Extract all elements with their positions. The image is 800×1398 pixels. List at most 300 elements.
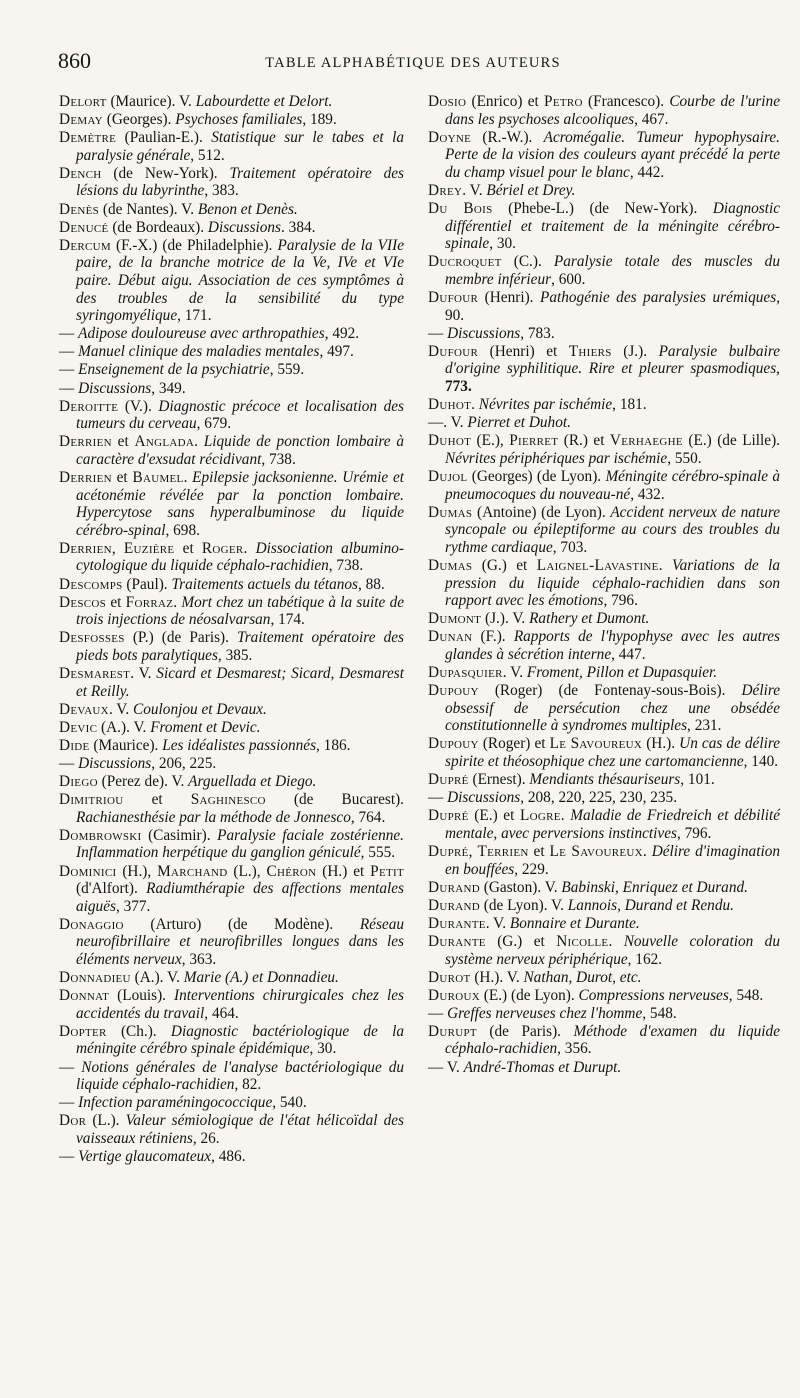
author-name: Desfosses xyxy=(59,629,125,647)
entry-text: (R.-W.). xyxy=(471,128,544,146)
entry-text: (Francesco). xyxy=(582,93,670,110)
entry-text: (Perez de). V. xyxy=(97,773,189,791)
author-name: Le Savoureux xyxy=(549,735,643,753)
entry-title: Paralysie totale des muscles du membre inférieur xyxy=(445,253,780,288)
entry-text: (Ch.). xyxy=(106,1022,171,1040)
entry-text: , 497. xyxy=(319,343,354,361)
entry-text: et xyxy=(174,539,202,557)
entry-title: Diagnostic bactériologique de la méningite cérébro spinale épidémique xyxy=(76,1022,404,1058)
index-entry xyxy=(59,791,404,826)
index-entry xyxy=(59,398,404,433)
entry-title: Froment et Devic. xyxy=(150,718,261,736)
entry-text: . 384. xyxy=(281,218,316,236)
index-entry xyxy=(428,1059,780,1077)
author-name: Duhot xyxy=(428,432,472,450)
index-entry xyxy=(59,165,404,200)
author-name: Durante xyxy=(428,932,486,950)
author-name: Euzière xyxy=(123,539,175,557)
author-name: Donnat xyxy=(59,987,110,1005)
entry-text: , 559. xyxy=(269,361,305,379)
entry-text: (Georges). xyxy=(102,111,176,129)
index-entry xyxy=(59,343,404,361)
entry-text: , 464. xyxy=(204,1004,239,1022)
author-name: Baumel xyxy=(132,468,184,486)
index-entry xyxy=(428,325,780,343)
entry-text: (de Bucarest). xyxy=(265,791,404,809)
entry-text: (H.) et xyxy=(316,862,371,880)
entry-text: , 486. xyxy=(211,1148,246,1166)
author-name: Delort xyxy=(59,93,107,110)
index-entry xyxy=(428,969,780,987)
author-name: Dumas xyxy=(428,556,473,574)
entry-title: Courbe de l'urine dans les psychoses alcooliques xyxy=(445,93,780,128)
entry-text: , xyxy=(468,842,478,860)
entry-text: . xyxy=(560,807,571,825)
entry-text: (Arturo) (de Modène). xyxy=(123,915,360,933)
author-name: Du Bois xyxy=(428,200,493,218)
entry-text: (E.), xyxy=(471,432,510,450)
entry-text: , 555. xyxy=(360,844,396,862)
author-name: Diego xyxy=(59,773,98,791)
entry-text: (E.) et xyxy=(468,807,520,825)
author-name: Devaux xyxy=(59,700,109,718)
entry-text: . xyxy=(173,593,182,611)
index-entry xyxy=(59,469,404,539)
index-entry xyxy=(428,129,780,182)
index-entry xyxy=(428,396,780,414)
entry-title: Diagnostic précoce et localisation des tumeurs du cerveau xyxy=(76,397,404,433)
entry-text: , 101. xyxy=(680,771,715,789)
entry-text: . V. xyxy=(108,700,134,718)
index-entry xyxy=(428,807,780,842)
entry-title: Dissociation albumino-cytologique du liquide céphalo-rachidien xyxy=(76,539,404,575)
author-name: Denès xyxy=(59,200,100,218)
author-name: Denucé xyxy=(59,218,109,236)
entry-text: . V. xyxy=(462,181,487,199)
entry-title: Névrites par ischémie xyxy=(478,396,613,414)
entry-text: (R.) et xyxy=(558,432,610,450)
index-entry xyxy=(428,987,780,1005)
entry-title: Valeur sémiologique de l'état hélicoïdal des vaisseaux rétiniens xyxy=(76,1112,404,1147)
entry-title: Rathery et Dumont. xyxy=(529,610,650,628)
index-entry xyxy=(428,682,780,735)
index-entry xyxy=(428,504,780,557)
entry-title: Discussions xyxy=(447,324,521,342)
entry-text: , 512. xyxy=(190,146,225,164)
entry-title: Lannois, Durand et Rendu. xyxy=(567,896,734,914)
entry-text: (Gaston). V. xyxy=(479,878,562,896)
page-number: 860 xyxy=(58,48,91,73)
entry-title: Bonnaire et Durante. xyxy=(509,914,640,932)
entry-text: (Casimir). xyxy=(141,826,218,844)
entry-text: — xyxy=(59,1094,79,1112)
author-name: Dopter xyxy=(59,1022,107,1040)
index-entry xyxy=(428,897,780,915)
entry-text: (E.) (de Lyon). xyxy=(479,986,579,1004)
entry-text: — xyxy=(59,1058,82,1076)
entry-text: (L.), xyxy=(227,862,267,880)
entry-text: , 349. xyxy=(151,379,186,397)
entry-text: (G.) et xyxy=(485,932,557,950)
entry-title: Babinski, Enriquez et Durand. xyxy=(561,878,748,896)
entry-title: André-Thomas et Durupt. xyxy=(463,1058,622,1076)
entry-title: Paralysie faciale zostérienne. Inflammation herpétique du ganglion géniculé xyxy=(76,826,404,862)
index-entry xyxy=(59,1059,404,1094)
entry-text: (V.). xyxy=(118,397,159,415)
index-entry xyxy=(59,201,404,219)
index-entry xyxy=(428,93,780,128)
entry-text: , 698. xyxy=(165,521,200,539)
entry-text: , 30. xyxy=(309,1040,337,1058)
entry-text: (Enrico) et xyxy=(466,93,545,110)
entry-text: (de Paris). xyxy=(476,1022,574,1040)
author-name: Ducroquet xyxy=(428,253,502,271)
entry-text: , 467. xyxy=(634,110,669,128)
author-name: Duroux xyxy=(428,986,480,1004)
author-name: Dosio xyxy=(428,93,467,110)
entry-title: Paralysie bulbaire d'origine syphilitique. Rire et pleurer spasmodiques xyxy=(445,342,780,378)
entry-text: . V. xyxy=(485,914,510,932)
entry-text: , 377. xyxy=(115,897,151,915)
index-entry xyxy=(428,200,780,253)
author-name: Saghinesco xyxy=(190,791,266,809)
author-name: Duhot xyxy=(428,396,472,414)
entry-title: Froment, Pillon et Dupasquier. xyxy=(526,664,718,681)
entry-text: , 206, 225. xyxy=(151,754,217,772)
index-entry xyxy=(428,1023,780,1058)
author-name: Dupouy xyxy=(428,735,479,753)
entry-title: Nathan, Durot, etc. xyxy=(523,968,642,986)
entry-text: (Maurice). V. xyxy=(106,93,196,110)
entry-title: Traitement opératoire des lésions du labyrinthe xyxy=(76,164,404,200)
entry-title: Traitements actuels du tétanos xyxy=(171,575,358,593)
entry-text: . V. xyxy=(130,665,157,682)
index-entry xyxy=(428,253,780,288)
author-name: Doyne xyxy=(428,128,472,146)
entry-title: Discussions xyxy=(78,379,152,397)
entry-title: Rachianesthésie par la méthode de Jonnesco xyxy=(76,808,351,826)
entry-title: Radiumthérapie des affections mentales aiguës xyxy=(76,880,405,915)
index-entry xyxy=(428,610,780,628)
entry-title: Vertige glaucomateux xyxy=(78,1148,212,1166)
entry-text: , 442. xyxy=(629,163,665,181)
entry-text: (H.). V. xyxy=(470,968,524,986)
page-header xyxy=(58,48,748,78)
entry-text: , 764. xyxy=(350,808,386,826)
entry-title: Pathogénie des paralysies urémiques xyxy=(540,289,777,307)
entry-text: . xyxy=(243,539,256,557)
entry-text: , 738. xyxy=(328,557,364,575)
entry-text: , 186. xyxy=(316,736,351,754)
entry-text: — xyxy=(59,343,79,361)
index-entry xyxy=(428,182,780,200)
index-entry xyxy=(428,414,780,432)
entry-title: Acromégalie. Tumeur hypophysaire. Perte de la vision des couleurs ayant précédé la perte du champ visuel pour le blanc xyxy=(445,128,781,181)
entry-text: , 88. xyxy=(357,575,385,593)
entry-title: Discussions xyxy=(78,754,152,772)
entry-text: et xyxy=(528,842,550,860)
entry-text: (F.). xyxy=(472,628,514,646)
entry-text: — xyxy=(59,361,79,379)
entry-text: , 783. xyxy=(520,324,555,342)
author-name: Dupasquier xyxy=(428,664,503,681)
entry-title: Statistique sur le tabes et la paralysie générale xyxy=(76,129,404,164)
index-entry xyxy=(428,432,780,467)
entry-title: Arguellada et Diego. xyxy=(188,773,317,791)
entry-title: Traitement opératoire des pieds bots paralytiques xyxy=(76,629,404,664)
author-name: Dupouy xyxy=(428,682,479,700)
entry-text: . xyxy=(183,468,193,486)
index-entry xyxy=(59,1023,404,1058)
author-name: Drey xyxy=(428,181,463,199)
author-name: Devic xyxy=(59,718,98,736)
entry-title: Mort chez un tabétique à la suite de trois injections de néosalvarsan xyxy=(76,593,405,629)
entry-text: , 600. xyxy=(551,270,586,288)
left-column xyxy=(59,93,404,1166)
author-name: Logre xyxy=(519,807,561,825)
entry-text: . xyxy=(194,433,204,451)
entry-title: Maladie de Friedreich et débilité mentale, avec perversions instinctives xyxy=(445,807,780,842)
entry-title: Interventions chirurgicales chez les accidentés du travail xyxy=(76,987,404,1022)
entry-text: (Maurice). xyxy=(89,736,163,754)
entry-text: — xyxy=(59,754,79,772)
entry-text: , 208, 220, 225, 230, 235. xyxy=(520,789,678,807)
entry-text: , 548. xyxy=(728,986,764,1004)
entry-title: Réseau neurofibrillaire et neurofibrilles longues dans les éléments nerveux xyxy=(76,915,404,968)
entry-text: , 432. xyxy=(630,485,665,503)
author-name: Durupt xyxy=(428,1022,477,1040)
author-name: Petit xyxy=(370,862,404,880)
entry-text: . xyxy=(471,396,479,414)
entry-title: Un cas de délire spirite et théosophique chez une cartomancienne xyxy=(445,735,781,770)
entry-title: Manuel clinique des maladies mentales xyxy=(78,343,320,361)
entry-text: , 189. xyxy=(302,111,337,129)
author-name: Dupré xyxy=(428,842,469,860)
entry-text: , 181. xyxy=(612,396,647,414)
author-name: Derrien xyxy=(59,539,112,557)
author-name: Dunan xyxy=(428,628,473,646)
entry-text: — V. xyxy=(428,1058,464,1076)
author-name: Donaggio xyxy=(59,915,124,933)
author-name: Dufour xyxy=(428,289,479,307)
entry-text: (L.). xyxy=(86,1112,126,1130)
entry-text: et xyxy=(123,791,191,809)
index-entry xyxy=(59,629,404,664)
entry-title: Notions générales de l'analyse bactériologique du liquide céphalo-rachidien xyxy=(76,1058,404,1094)
index-entry xyxy=(428,879,780,897)
entry-text: , 229. xyxy=(514,860,549,878)
author-name: Deroitte xyxy=(59,397,119,415)
entry-text: — xyxy=(428,1004,448,1022)
entry-title: Coulonjou et Devaux. xyxy=(133,700,267,718)
entry-text: , 548. xyxy=(642,1004,677,1022)
index-entry xyxy=(59,594,404,629)
entry-title: Névrites périphériques par ischémie xyxy=(445,449,668,467)
entry-text: , 30. xyxy=(489,235,516,253)
entry-title: Accident nerveux de nature syncopale ou épileptiforme au cours des troubles du rythme cardiaque xyxy=(445,503,780,556)
author-name: Dombrowski xyxy=(59,826,142,844)
entry-text: , 162. xyxy=(627,950,663,968)
entry-title: Enseignement de la psychiatrie xyxy=(78,361,270,379)
entry-text: (G.) et xyxy=(472,556,537,574)
index-entry xyxy=(428,557,780,610)
entry-title: Adipose douloureuse avec arthropathies xyxy=(78,325,325,343)
entry-title: Labourdette et Delort. xyxy=(195,93,333,110)
entry-text: , xyxy=(111,539,124,557)
entry-text: , 171. xyxy=(177,307,212,325)
entry-text: , 492. xyxy=(324,325,360,343)
entry-text: — xyxy=(428,789,448,807)
entry-text: — xyxy=(428,324,448,342)
entry-title: Greffes nerveuses chez l'homme xyxy=(447,1004,643,1022)
entry-text: (Georges) (de Lyon). xyxy=(467,467,606,485)
index-entry xyxy=(428,771,780,789)
entry-text: (Henri) et xyxy=(478,342,569,360)
author-name: Demètre xyxy=(59,129,117,147)
entry-title: Sicard et Desmarest; Sicard, Desmarest et Reilly. xyxy=(76,665,404,700)
entry-title: Les idéalistes passionnés xyxy=(162,736,317,754)
index-entry xyxy=(59,325,404,343)
index-entry xyxy=(59,719,404,737)
entry-title: Délire d'imagination en bouffées xyxy=(445,842,780,878)
index-entry xyxy=(428,843,780,878)
entry-title: Diagnostic différentiel et traitement de la méningite cérébro-spinale xyxy=(445,200,781,253)
index-entry xyxy=(59,773,404,791)
index-entry xyxy=(59,1094,404,1112)
author-name: Durot xyxy=(428,968,471,986)
entry-text: , 140. xyxy=(743,752,779,770)
entry-text: , xyxy=(776,360,780,378)
author-name: Durand xyxy=(428,878,480,896)
entry-text: , 679. xyxy=(196,415,232,433)
entry-text: , 738. xyxy=(261,450,296,468)
entry-text: , 82. xyxy=(234,1076,262,1094)
entry-text: (Phebe-L.) (de New-York). xyxy=(492,200,713,218)
entry-text: . V. xyxy=(502,664,527,681)
index-entry xyxy=(59,755,404,773)
entry-text: (Paul). xyxy=(122,575,172,593)
entry-title: Benon et Denès. xyxy=(197,200,298,218)
index-entry xyxy=(59,129,404,164)
index-entry xyxy=(428,915,780,933)
author-name: Dujol xyxy=(428,467,468,485)
index-entry xyxy=(428,735,780,770)
entry-text: — xyxy=(59,325,79,343)
index-entry xyxy=(428,664,780,682)
author-name: Dimitriou xyxy=(59,791,124,809)
entry-text: , 550. xyxy=(667,449,702,467)
index-entry xyxy=(428,1005,780,1023)
index-entry xyxy=(428,933,780,968)
entry-text: —. V. xyxy=(428,414,468,432)
author-name: Forraz xyxy=(125,593,174,611)
entry-text: (C.). xyxy=(501,253,554,271)
index-entry xyxy=(428,343,780,396)
entry-text: (d'Alfort). xyxy=(76,880,147,898)
entry-text: , 26. xyxy=(192,1129,220,1147)
entry-title: Compressions nerveuses xyxy=(578,986,729,1004)
entry-text: (J.). xyxy=(611,342,659,360)
entry-text: (Antoine) (de Lyon). xyxy=(472,503,611,521)
index-entry xyxy=(59,540,404,575)
author-name: Chéron xyxy=(266,862,317,880)
entry-text: , 90. xyxy=(445,289,781,324)
entry-text: (Paulian-E.). xyxy=(116,129,212,147)
entry-title: Discussions xyxy=(207,218,282,236)
entry-text: . xyxy=(658,556,672,574)
index-entry xyxy=(428,628,780,663)
entry-text: , 174. xyxy=(270,611,305,629)
author-name: Descomps xyxy=(59,575,123,593)
entry-text: — xyxy=(59,1148,79,1166)
entry-text: (de Bordeaux). xyxy=(108,218,208,236)
entry-text: (de New-York). xyxy=(101,164,230,182)
entry-title: Discussions xyxy=(447,789,521,807)
author-name: Durante xyxy=(428,914,486,932)
entry-text: (Henri). xyxy=(478,289,540,307)
author-name: Pierret xyxy=(509,432,559,450)
entry-text: — xyxy=(59,379,79,397)
author-name: Dupré xyxy=(428,771,469,789)
entry-text: (F.-X.) (de Philadelphie). xyxy=(110,236,278,254)
entry-title: Variations de la pression du liquide céphalo-rachidien dans son rapport avec les émotions xyxy=(445,556,781,610)
entry-text: (Ernest). xyxy=(468,771,530,789)
entry-text: 773. xyxy=(445,378,472,395)
author-name: Nicolle xyxy=(556,932,609,950)
author-name: Thiers xyxy=(568,342,612,360)
index-entry xyxy=(59,1148,404,1166)
entry-text: (P.) (de Paris). xyxy=(124,629,238,647)
author-name: Le Savoureux xyxy=(549,842,643,860)
entry-text: (J.). V. xyxy=(481,610,530,628)
author-name: Derrien xyxy=(59,468,112,486)
entry-title: Délire obsessif de persécution chez une obsédée constitutionnelle à syndromes multiples xyxy=(445,682,780,735)
entry-text: , 796. xyxy=(603,592,638,610)
author-name: Dupré xyxy=(428,807,469,825)
index-entry xyxy=(59,916,404,969)
entry-text: et xyxy=(106,593,126,611)
entry-text: (de Nantes). V. xyxy=(99,200,198,218)
entry-text: , 796. xyxy=(676,824,712,842)
index-entry xyxy=(59,737,404,755)
entry-text: , 356. xyxy=(557,1040,592,1058)
author-name: Dumont xyxy=(428,610,482,628)
entry-title: Méthode d'examen du liquide céphalo-rachidien xyxy=(445,1022,780,1058)
index-entry xyxy=(59,969,404,987)
index-entry xyxy=(428,789,780,807)
index-entry xyxy=(428,468,780,503)
entry-text: . xyxy=(608,932,624,950)
author-name: Durand xyxy=(428,896,480,914)
author-name: Anglada xyxy=(134,433,195,451)
entry-text: et xyxy=(111,468,133,486)
entry-text: (A.). V. xyxy=(130,969,184,987)
index-entry xyxy=(59,93,404,111)
entry-title: Infection paraméningococcique xyxy=(78,1094,273,1112)
author-name: Dor xyxy=(59,1112,87,1130)
author-name: Laignel-Lavastine xyxy=(536,556,659,574)
entry-text: , 540. xyxy=(272,1094,307,1112)
index-entry xyxy=(59,987,404,1022)
right-column xyxy=(428,93,780,1077)
index-entry xyxy=(59,219,404,237)
entry-text: , 231. xyxy=(687,717,722,735)
entry-text: , 447. xyxy=(611,645,646,663)
author-name: Demay xyxy=(59,111,103,129)
entry-text: (E.) (de Lille). xyxy=(682,432,780,450)
author-name: Donnadieu xyxy=(59,969,131,987)
author-name: Dench xyxy=(59,164,102,182)
